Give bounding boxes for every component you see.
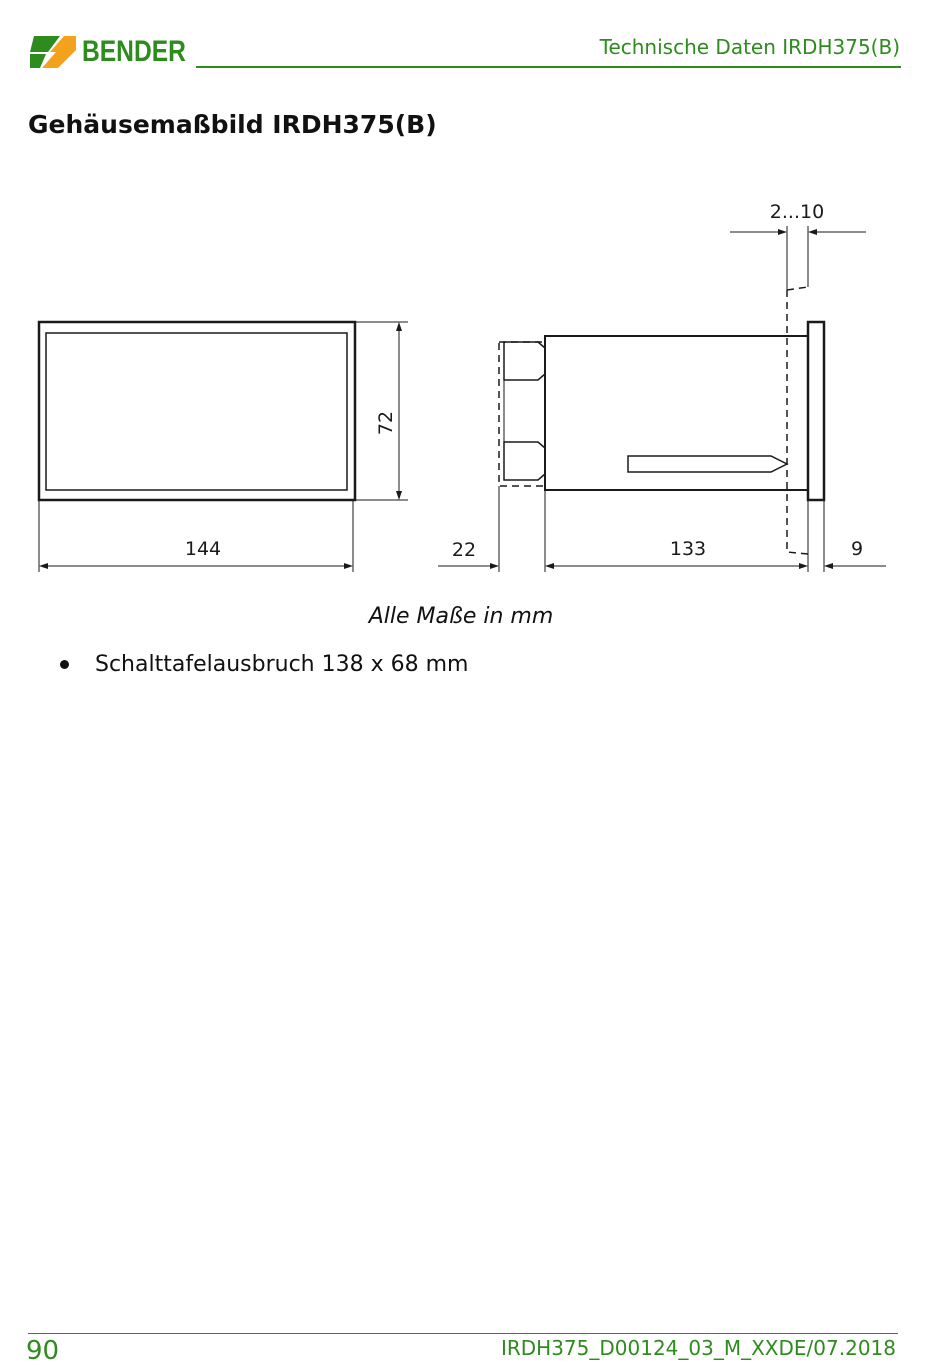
header-rule	[196, 66, 901, 68]
page-header	[0, 0, 950, 90]
bender-logo-icon	[30, 34, 76, 70]
dim-label-panel: 2...10	[769, 201, 825, 223]
bullet-icon	[60, 660, 69, 669]
connector-top	[504, 342, 545, 380]
connector-envelope	[499, 342, 545, 486]
side-view-bezel	[808, 322, 824, 500]
bender-logo	[30, 33, 209, 71]
logo-text: BENDER	[82, 35, 186, 68]
front-view-inner	[46, 333, 347, 490]
dim-label-144: 144	[184, 538, 222, 560]
dim-label-72: 72	[375, 410, 397, 436]
mounting-clip	[628, 456, 787, 472]
front-view-outer	[39, 322, 355, 500]
header-title: Technische Daten IRDH375(B)	[599, 35, 900, 59]
bullet-list	[60, 652, 468, 677]
side-view-body	[545, 336, 808, 490]
footer-rule	[28, 1333, 898, 1334]
page-number: 90	[26, 1336, 60, 1366]
panel-outline	[787, 287, 808, 554]
list-item-text: Schalttafelausbruch 138 x 68 mm	[95, 652, 469, 677]
dim-label-9: 9	[850, 538, 864, 560]
dimension-drawing	[0, 190, 950, 590]
list-item	[60, 652, 468, 677]
drawing-caption: Alle Maße in mm	[368, 604, 554, 629]
dim-label-22: 22	[451, 539, 477, 561]
dim-label-133: 133	[669, 538, 707, 560]
page-title: Gehäusemaßbild IRDH375(B)	[28, 110, 437, 139]
connector-bottom	[504, 442, 545, 480]
document-id: IRDH375_D00124_03_M_XXDE/07.2018	[500, 1336, 896, 1360]
